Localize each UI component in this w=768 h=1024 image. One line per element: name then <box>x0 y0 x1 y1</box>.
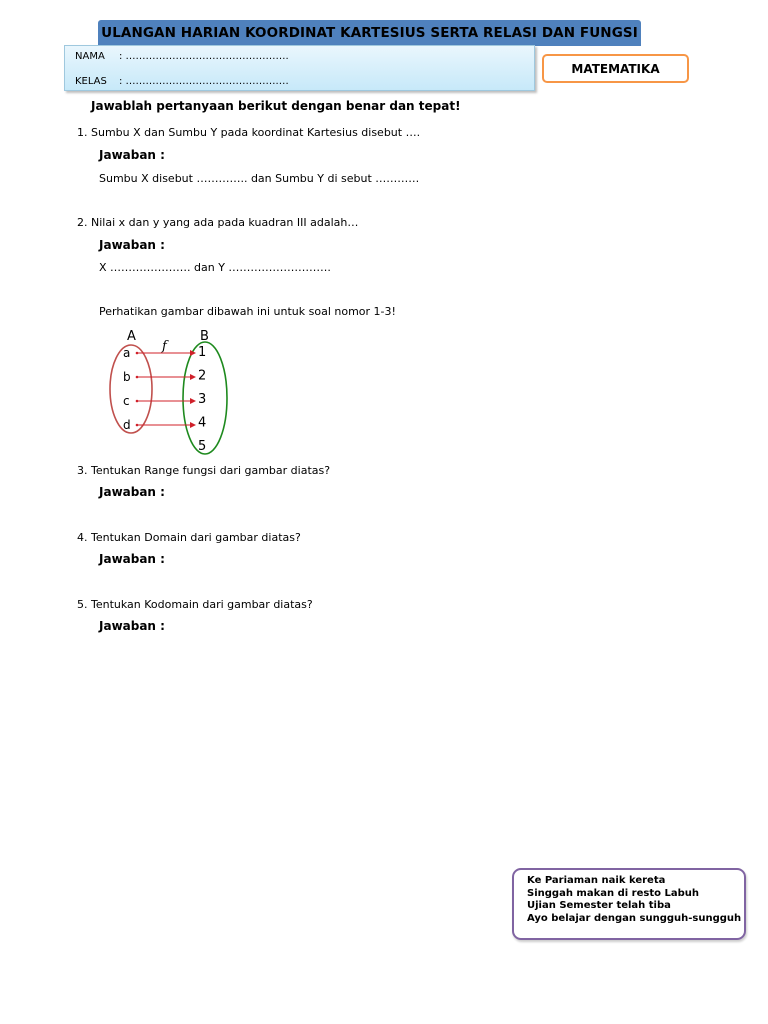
class-field[interactable]: : ……………………………………….… <box>119 76 289 87</box>
domain-elements <box>123 346 131 432</box>
answer-label-1: Jawaban : <box>99 148 165 162</box>
pantun-line-1: Ke Pariaman naik kereta <box>527 875 666 886</box>
name-label: NAMA <box>75 51 105 62</box>
question-2: 2. Nilai x dan y yang ada pada kuadran III adalah… <box>77 216 359 229</box>
pantun-box <box>512 868 746 940</box>
codomain-element-3: 3 <box>198 392 207 407</box>
name-row <box>75 51 289 62</box>
domain-element-a: a <box>123 346 131 360</box>
worksheet-title: ULANGAN HARIAN KOORDINAT KARTESIUS SERTA RELASI DAN FUNGSI <box>101 25 638 41</box>
subject-badge: MATEMATIKA <box>542 54 689 83</box>
codomain-elements <box>198 345 206 454</box>
pantun-line-4: Ayo belajar dengan sungguh-sungguh <box>527 912 742 924</box>
codomain-element-2: 2 <box>198 368 207 384</box>
mapping-dot-a <box>136 352 139 355</box>
set-a-label: A <box>127 329 136 344</box>
pantun-line-3: Ujian Semester telah tiba <box>527 900 671 912</box>
question-4: 4. Tentukan Domain dari gambar diatas? <box>77 531 301 544</box>
class-row <box>75 76 289 87</box>
codomain-element-1: 1 <box>198 345 207 360</box>
mapping-arrows <box>136 352 195 427</box>
function-label: f <box>162 339 167 354</box>
domain-element-c: c <box>123 394 130 408</box>
name-field[interactable]: : …………………………………………. <box>119 51 289 62</box>
answer-fill-2[interactable]: X …………………. dan Y ………………………. <box>99 261 331 274</box>
question-1: 1. Sumbu X dan Sumbu Y pada koordinat Kartesius disebut …. <box>77 126 421 139</box>
pantun-line-2: Singgah makan di resto Labuh <box>527 887 699 899</box>
codomain-element-5: 5 <box>198 439 207 454</box>
answer-label-5: Jawaban : <box>99 619 165 633</box>
answer-label-3: Jawaban : <box>99 485 165 499</box>
answer-fill-1[interactable]: Sumbu X disebut ………….. dan Sumbu Y di sebut ………… <box>99 172 420 185</box>
student-identity-box <box>64 45 535 91</box>
mapping-dot-c <box>136 400 139 403</box>
answer-label-4: Jawaban : <box>99 552 165 566</box>
codomain-element-4: 4 <box>198 415 207 431</box>
set-b-label: B <box>200 329 209 344</box>
diagram-note: Perhatikan gambar dibawah ini untuk soal nomor 1-3! <box>99 305 396 318</box>
question-5: 5. Tentukan Kodomain dari gambar diatas? <box>77 598 313 611</box>
mapping-dot-d <box>136 424 139 427</box>
arrow-diagram <box>100 326 240 456</box>
domain-element-d: d <box>123 418 131 432</box>
question-3: 3. Tentukan Range fungsi dari gambar diatas? <box>77 464 331 477</box>
instruction-text: Jawablah pertanyaan berikut dengan benar dan tepat! <box>91 99 461 113</box>
class-label: KELAS <box>75 76 107 87</box>
mapping-dot-b <box>136 376 139 379</box>
domain-element-b: b <box>123 370 131 384</box>
answer-label-2: Jawaban : <box>99 238 165 252</box>
set-a-ellipse <box>110 345 152 433</box>
worksheet-title-bar <box>98 20 641 46</box>
